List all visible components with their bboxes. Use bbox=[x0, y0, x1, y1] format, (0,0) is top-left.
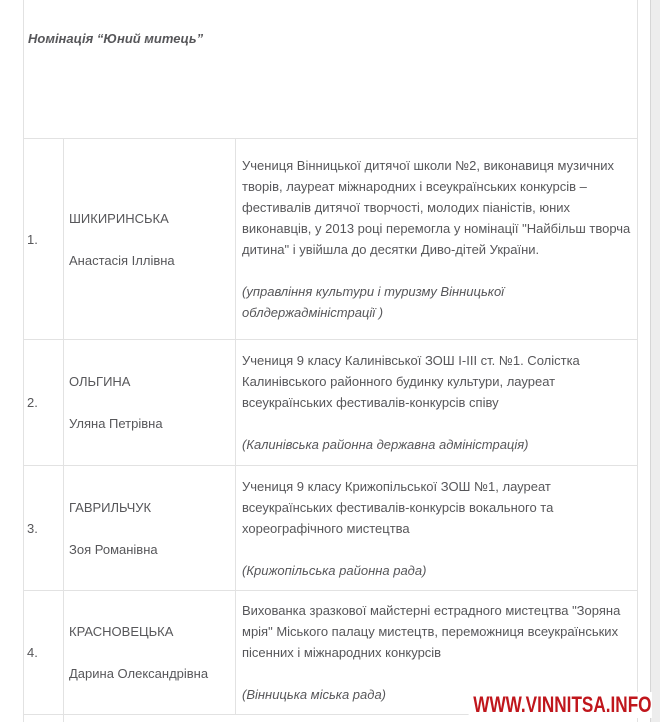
table-row bbox=[24, 466, 638, 591]
row-number: 3. bbox=[24, 466, 64, 591]
nominating-organization: (Вінницька міська рада) bbox=[242, 687, 386, 702]
row-number: 1. bbox=[24, 139, 64, 340]
nominee-surname: ШИКИРИНСЬКА bbox=[69, 210, 169, 226]
nominee-description: Учениця Вінницької дитячої школи №2, виконавиця музичних творів, лауреат міжнародних і всеукраїнських конкурсів – фестивалів дитячої творчості, молодих піаністів, юних виконавців, у 2013 році перемогла у номінації "Найбільш творча дитина" і увійшла до десятки Диво-дітей України. bbox=[242, 158, 631, 257]
section-title: Номінація “Юний митець” bbox=[24, 0, 638, 139]
nominee-given-name: Уляна Петрівна bbox=[69, 416, 163, 431]
nominee-surname: ОЛЬГИНА bbox=[69, 374, 131, 389]
nominee-surname: ГАВРИЛЬЧУК bbox=[69, 499, 152, 515]
nominee-name-cell bbox=[64, 139, 236, 340]
nominee-description: Вихованка зразкової майстерні естрадного мистецтва "Зоряна мрія" Міського палацу мистецтв, переможниця всеукраїнських пісенних і міжнародних конкурсів bbox=[242, 603, 621, 660]
nominee-name-cell bbox=[64, 591, 236, 715]
nominating-organization: (Калинівська районна державна адміністрація) bbox=[242, 437, 529, 452]
nominating-organization: (управління культури і туризму Вінницької облдержадміністрації ) bbox=[242, 284, 505, 320]
nominee-name-cell bbox=[64, 466, 236, 591]
nominee-description-cell bbox=[236, 466, 638, 591]
page-edge-strip bbox=[650, 0, 660, 722]
nominee-surname: КРАСНОВЕЦЬКА bbox=[69, 624, 174, 639]
section-title-row bbox=[24, 0, 638, 139]
nominees-table bbox=[23, 0, 638, 722]
nominee-description-cell bbox=[236, 139, 638, 340]
nominee-name-cell bbox=[64, 340, 236, 466]
nominating-organization: (Крижопільська районна рада) bbox=[242, 562, 427, 578]
nominee-given-name: Анастасія Іллівна bbox=[69, 252, 175, 268]
row-number: 4. bbox=[24, 591, 64, 715]
nominee-given-name: Дарина Олександрівна bbox=[69, 666, 209, 681]
table-row bbox=[24, 139, 638, 340]
row-number-empty bbox=[24, 715, 64, 722]
nominee-given-name: Зоя Романівна bbox=[69, 541, 158, 557]
nominee-description: Учениця 9 класу Крижопільської ЗОШ №1, лауреат всеукраїнських фестивалів-конкурсів вокального та хореографічного мистецтва bbox=[242, 478, 554, 536]
row-number: 2. bbox=[24, 340, 64, 466]
nominee-description-cell bbox=[236, 340, 638, 466]
site-watermark: WWW.VINNITSA.INFO bbox=[469, 692, 652, 718]
table-row bbox=[24, 340, 638, 466]
nominee-description: Учениця 9 класу Калинівської ЗОШ І-ІІІ ст. №1. Солістка Калинівського районного будинку культури, лауреат всеукраїнських фестивалів-конкурсів співу bbox=[242, 353, 580, 410]
